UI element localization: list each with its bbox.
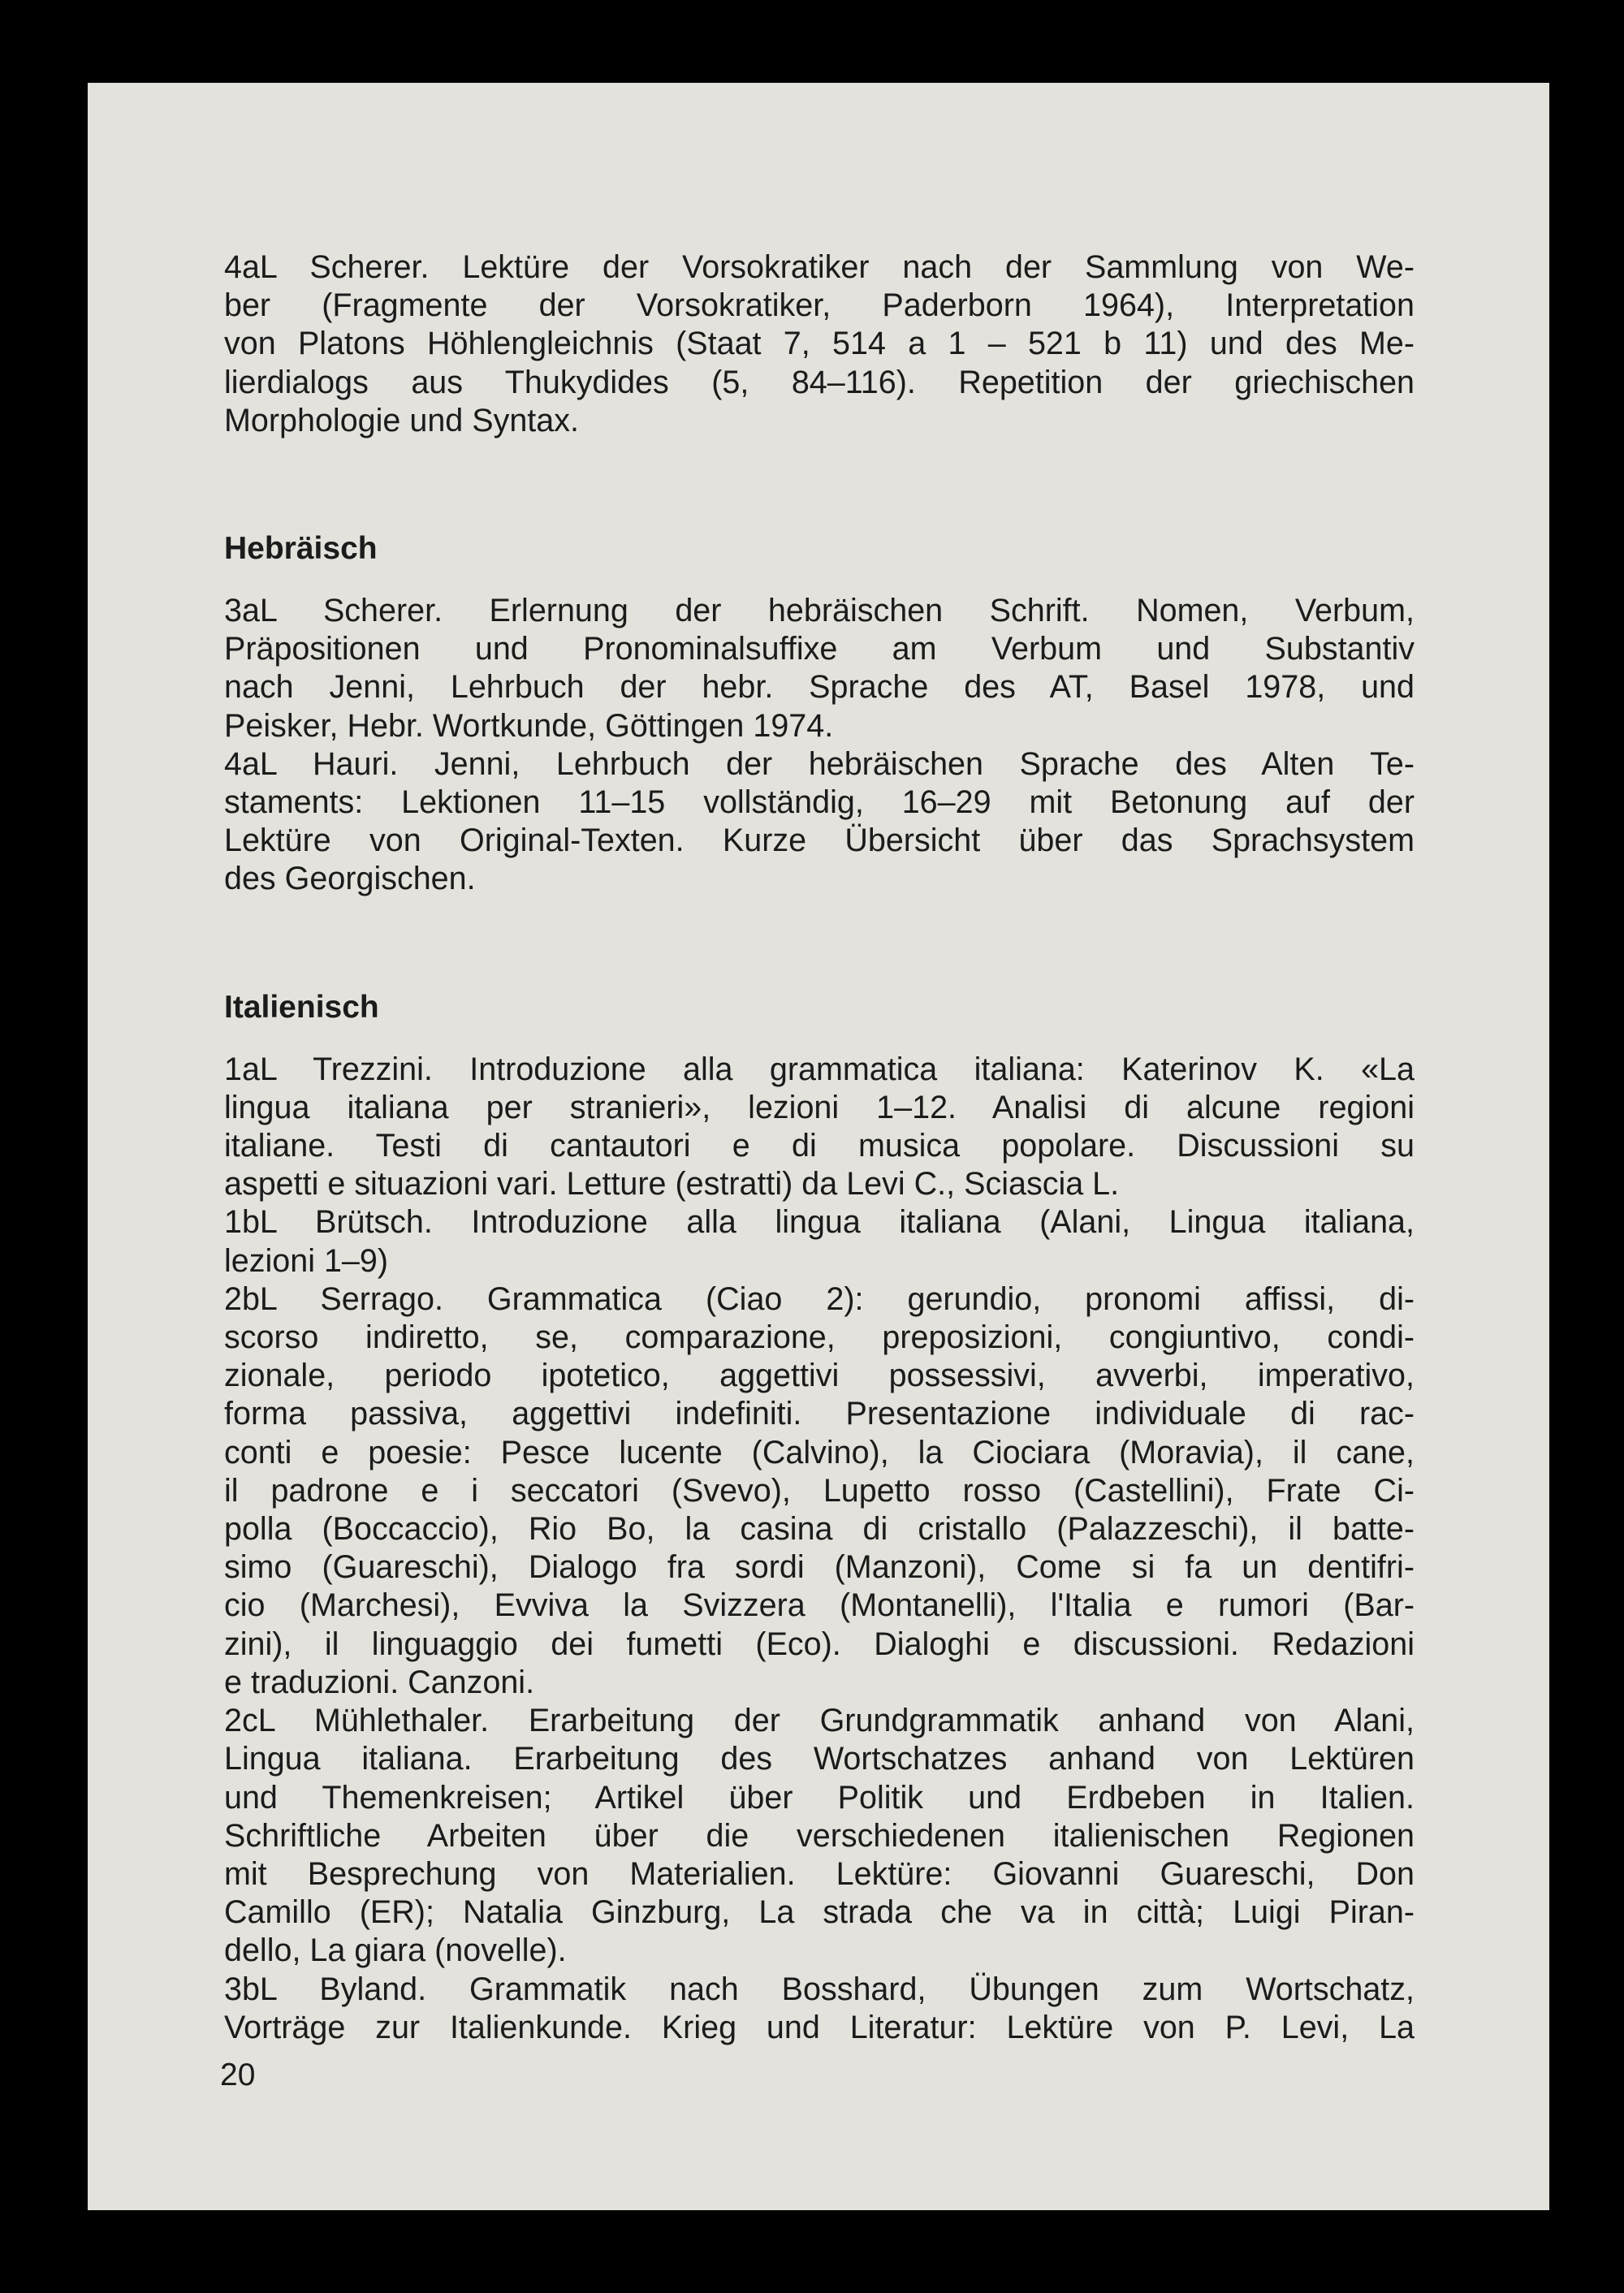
section-spacer	[224, 899, 1415, 988]
text-line: lingua italiana per stranieri», lezioni 1–12. Analisi di alcune regioni	[224, 1089, 1415, 1125]
text-line: lierdialogs aus Thukydides (5, 84–116). Repetition der griechischen	[224, 364, 1415, 400]
text-line: 3aL Scherer. Erlernung der hebräischen Schrift. Nomen, Verbum,	[224, 593, 1415, 629]
section-heading: Italienisch	[224, 989, 379, 1025]
text-line: conti e poesie: Pesce lucente (Calvino), la Ciociara (Moravia), il cane,	[224, 1434, 1415, 1470]
text-line: ber (Fragmente der Vorsokratiker, Paderborn 1964), Interpretation	[224, 287, 1415, 324]
text-line: aspetti e situazioni vari. Letture (estratti) da Levi C., Sciascia L.	[224, 1166, 1120, 1203]
text-line: und Themenkreisen; Artikel über Politik und Erdbeben in Italien.	[224, 1779, 1415, 1816]
text-line: des Georgischen.	[224, 861, 476, 897]
course-paragraph	[224, 592, 1415, 745]
text-line: 1bL Brütsch. Introduzione alla lingua italiana (Alani, Lingua italiana,	[224, 1204, 1415, 1241]
course-paragraph	[224, 1971, 1415, 2047]
text-line: scorso indiretto, se, comparazione, preposizioni, congiuntivo, condi-	[224, 1319, 1415, 1356]
text-line: e traduzioni. Canzoni.	[224, 1664, 535, 1700]
course-paragraph	[224, 1203, 1415, 1280]
text-line: 2bL Serrago. Grammatica (Ciao 2): gerundio, pronomi affissi, di-	[224, 1280, 1415, 1317]
text-line: italiane. Testi di cantautori e di musica popolare. Discussioni su	[224, 1128, 1415, 1164]
text-line: 3bL Byland. Grammatik nach Bosshard, Übungen zum Wortschatz,	[224, 1971, 1415, 2007]
course-paragraph	[224, 248, 1415, 440]
text-line: Camillo (ER); Natalia Ginzburg, La strada che va in città; Luigi Piran-	[224, 1894, 1415, 1931]
text-line: dello, La giara (novelle).	[224, 1932, 567, 1969]
course-paragraph	[224, 1702, 1415, 1970]
section-spacer	[224, 440, 1415, 529]
text-line: Vorträge zur Italienkunde. Krieg und Literatur: Lektüre von P. Levi, La	[224, 2009, 1415, 2045]
text-line: 1aL Trezzini. Introduzione alla grammatica italiana: Katerinov K. «La	[224, 1051, 1415, 1087]
text-line: von Platons Höhlengleichnis (Staat 7, 514 a 1 – 521 b 11) und des Me-	[224, 326, 1415, 362]
text-line: polla (Boccaccio), Rio Bo, la casina di cristallo (Palazzeschi), il batte-	[224, 1511, 1415, 1548]
text-line: 2cL Mühlethaler. Erarbeitung der Grundgrammatik anhand von Alani,	[224, 1703, 1415, 1739]
text-line: Lektüre von Original-Texten. Kurze Übersicht über das Sprachsystem	[224, 823, 1415, 859]
page-number: 20	[220, 2058, 256, 2092]
text-line: lezioni 1–9)	[224, 1242, 389, 1279]
text-line: 4aL Hauri. Jenni, Lehrbuch der hebräischen Sprache des Alten Te-	[224, 745, 1415, 782]
text-line: Lingua italiana. Erarbeitung des Wortschatzes anhand von Lektüren	[224, 1741, 1415, 1777]
section-spacer	[224, 568, 1415, 592]
text-line: forma passiva, aggettivi indefiniti. Presentazione individuale di rac-	[224, 1396, 1415, 1432]
page-content	[224, 248, 1415, 2047]
section-spacer	[224, 1026, 1415, 1051]
text-line: Peisker, Hebr. Wortkunde, Göttingen 1974.	[224, 707, 834, 744]
text-line: Morphologie und Syntax.	[224, 402, 579, 438]
text-line: Präpositionen und Pronominalsuffixe am Verbum und Substantiv	[224, 631, 1415, 667]
text-line: zini), il linguaggio dei fumetti (Eco). Dialoghi e discussioni. Redazioni	[224, 1626, 1415, 1662]
course-paragraph	[224, 1051, 1415, 1204]
text-line: nach Jenni, Lehrbuch der hebr. Sprache des AT, Basel 1978, und	[224, 669, 1415, 706]
text-line: 4aL Scherer. Lektüre der Vorsokratiker nach der Sammlung von We-	[224, 249, 1415, 285]
course-paragraph	[224, 745, 1415, 899]
course-paragraph	[224, 1280, 1415, 1702]
text-line: mit Besprechung von Materialien. Lektüre: Giovanni Guareschi, Don	[224, 1855, 1415, 1892]
document-page	[88, 83, 1549, 2210]
text-line: Schriftliche Arbeiten über die verschiedenen italienischen Regionen	[224, 1817, 1415, 1854]
text-line: simo (Guareschi), Dialogo fra sordi (Manzoni), Come si fa un dentifri-	[224, 1549, 1415, 1586]
text-line: staments: Lektionen 11–15 vollständig, 16–29 mit Betonung auf der	[224, 784, 1415, 821]
text-line: cio (Marchesi), Evviva la Svizzera (Montanelli), l'Italia e rumori (Bar-	[224, 1587, 1415, 1624]
text-line: zionale, periodo ipotetico, aggettivi possessivi, avverbi, imperativo,	[224, 1358, 1415, 1394]
text-line: il padrone e i seccatori (Svevo), Lupetto rosso (Castellini), Frate Ci-	[224, 1472, 1415, 1509]
section-heading: Hebräisch	[224, 531, 378, 567]
